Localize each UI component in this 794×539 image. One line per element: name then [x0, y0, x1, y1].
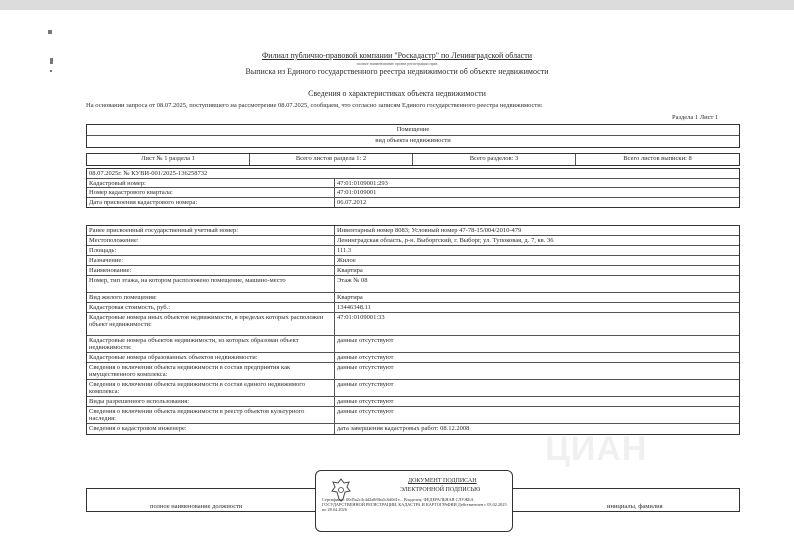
stamp-details: Сертификат: 00d5a2c4c4d2a8f0ba5c6d0d1e... Владелец: ФЕДЕРАЛЬНАЯ СЛУЖБА ГОСУДАРСТВЕННОЙ РЕГИСТРАЦИИ, КАДАСТРА И КАРТОГРАФИИ Действителен с 03.02.2025 по 28.04.2026 [322, 497, 507, 513]
row-value: Ленинградская область, р-н. Выборгский, г. Выборг, ул. Тупоковая, д. 7, кв. 36 [337, 237, 554, 244]
row-value: Квартира [337, 294, 363, 301]
row-value: 47:01:0109001 [337, 189, 377, 196]
row-label: Сведения о кадастровом инженере: [87, 424, 335, 434]
signature-position-label: полное наименование должности [150, 503, 243, 510]
main-info-table [86, 168, 740, 208]
object-type-box [86, 124, 740, 148]
table-row [87, 363, 739, 380]
row-label: Кадастровые номера объектов недвижимости, из которых образован объект недвижимости: [87, 336, 335, 352]
row-value: Этаж № 08 [337, 277, 368, 284]
row-label: Дата присвоения кадастрового номера: [87, 198, 335, 208]
row-value: данные отсутствуют [337, 398, 394, 405]
scan-top-edge [0, 0, 794, 10]
row-value: Инвентарный номер 8083; Условный номер 47-78-15/004/2010-479 [337, 227, 522, 234]
table-row [87, 236, 739, 246]
authority-subtitle: полное наименование органа регистрации прав [356, 61, 438, 66]
doc-id: 08.07.2025г. № КУВИ-001/2025-136258732 [89, 170, 208, 177]
table-row [87, 246, 739, 256]
doc-id-row [87, 169, 739, 179]
row-label: Сведения о включении объекта недвижимости в состав предприятия как имущественного комплекса: [87, 363, 335, 379]
section-title: Сведения о характеристиках объекта недвижимости [308, 89, 486, 98]
table-row [87, 188, 739, 198]
row-label: Кадастровый номер: [87, 179, 335, 188]
table-row [87, 226, 739, 236]
row-label: Наименование: [87, 266, 335, 275]
scan-mark [48, 30, 52, 34]
authority-name: Филиал публично-правовой компании "Роскадастр" по Ленинградской области [261, 51, 533, 60]
table-row [87, 336, 739, 353]
row-label: Площадь: [87, 246, 335, 255]
row-label: Номер кадастрового квартала: [87, 188, 335, 197]
object-type: Помещение [396, 126, 430, 133]
row-value: 13446348.11 [337, 304, 371, 311]
watermark: ЦИАН [545, 430, 648, 468]
object-type-sub-row [87, 136, 739, 147]
table-row [87, 179, 739, 189]
table-row [87, 276, 739, 293]
table-row [87, 198, 739, 208]
stamp-title: ДОКУМЕНТ ПОДПИСАН [408, 478, 477, 484]
intro-text: На основании запроса от 08.07.2025, поступившего на рассмотрение 08.07.2025, сообщаем, что согласно записям Единого государственного реестра недвижимости: [86, 102, 543, 109]
row-label: Сведения о включении объекта недвижимости в реестр объектов культурного наследия: [87, 407, 335, 423]
sheet-info-cell: Всего листов раздела 1: 2 [250, 154, 413, 165]
signature-name-label: инициалы, фамилия [607, 503, 663, 510]
row-value: данные отсутствуют [337, 408, 394, 415]
sheet-info-cell: Всего листов выписки: 8 [623, 155, 692, 162]
sheet-info-table [86, 153, 740, 166]
row-label: Местоположение: [87, 236, 335, 245]
row-value: 47:01:0109001:33 [337, 314, 385, 321]
row-label: Сведения о включении объекта недвижимости в состав единого недвижимого комплекса: [87, 380, 335, 396]
table-row [87, 380, 739, 397]
table-row [87, 293, 739, 303]
object-type-row [87, 125, 739, 136]
row-label: Кадастровая стоимость, руб.: [87, 303, 335, 312]
row-value: 111.3 [337, 247, 352, 254]
table-row [87, 313, 739, 336]
sheet-number: Раздела 1 Лист 1 [672, 114, 719, 121]
row-label: Виды разрешенного использования: [87, 397, 335, 406]
stamp-subtitle: ЭЛЕКТРОННОЙ ПОДПИСЬЮ [400, 487, 481, 493]
table-row [87, 407, 739, 424]
row-value: Жилое [337, 257, 356, 264]
row-value: 47:01:0109001:293 [337, 179, 388, 187]
sheet-info-cell: Всего разделов: 3 [413, 154, 576, 165]
table-row [87, 266, 739, 276]
row-value: данные отсутствуют [337, 354, 394, 361]
row-value: 06.07.2012 [337, 198, 367, 206]
row-value: дата завершения кадастровых работ: 08.12.2008 [337, 425, 470, 432]
table-row [87, 353, 739, 363]
row-value: данные отсутствуют [337, 381, 394, 388]
row-label: Ранее присвоенный государственный учетный номер: [87, 226, 335, 235]
table-row [87, 303, 739, 313]
sheet-info-cell: Лист № 1 раздела 1 [87, 154, 250, 165]
document-title: Выписка из Единого государственного реестра недвижимости об объекте недвижимости [245, 67, 549, 76]
table-row [87, 256, 739, 266]
row-label: Назначение: [87, 256, 335, 265]
row-label: Вид жилого помещения: [87, 293, 335, 302]
details-table [86, 225, 740, 435]
sheet-info-row [87, 154, 739, 165]
row-value: данные отсутствуют [337, 364, 394, 371]
row-value: данные отсутствуют [337, 337, 394, 344]
row-label: Номер, тип этажа, на котором расположено помещение, машино-место [87, 276, 335, 292]
electronic-signature-stamp [315, 470, 513, 532]
row-label: Кадастровые номера образованных объектов недвижимости: [87, 353, 335, 362]
table-row [87, 397, 739, 407]
row-label: Кадастровые номера иных объектов недвижимости, в пределах которых расположен объект недвижимости: [87, 313, 335, 335]
object-type-sub: вид объекта недвижимости [375, 137, 451, 144]
row-value: Квартира [337, 267, 363, 274]
